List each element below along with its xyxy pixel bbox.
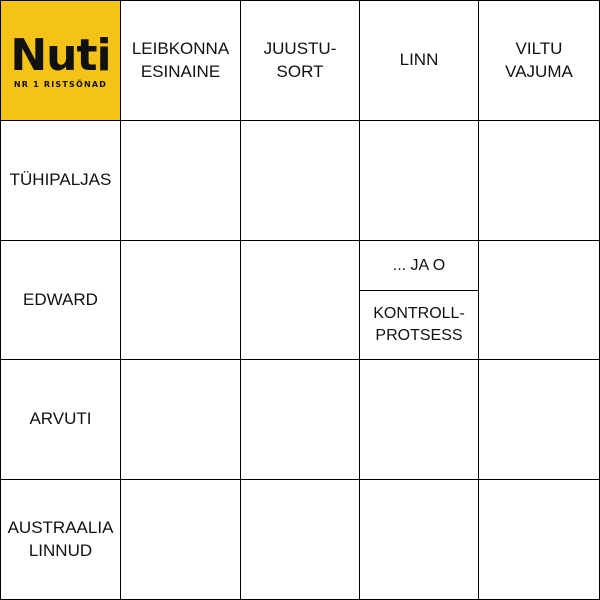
answer-cell[interactable] (478, 479, 600, 600)
answer-cell[interactable] (120, 240, 241, 360)
answer-cell[interactable] (359, 120, 479, 241)
answer-cell[interactable] (240, 359, 360, 480)
clue-top-2: JUUSTU- SORT (240, 0, 360, 121)
answer-cell[interactable] (120, 120, 241, 241)
clue-left-2: EDWARD (0, 240, 121, 360)
answer-cell[interactable] (240, 240, 360, 360)
answer-cell[interactable] (240, 479, 360, 600)
clue-left-4: AUSTRAALIA LINNUD (0, 479, 121, 600)
clue-inner-2: KONTROLL- PROTSESS (359, 290, 479, 360)
clue-inner-1: ... JA O (359, 240, 479, 291)
clue-left-3: ARVUTI (0, 359, 121, 480)
logo-tagline: NR 1 RISTSÕNAD (13, 80, 108, 90)
answer-cell[interactable] (359, 479, 479, 600)
answer-cell[interactable] (478, 359, 600, 480)
answer-cell[interactable] (120, 479, 241, 600)
clue-left-1: TÜHIPALJAS (0, 120, 121, 241)
answer-cell[interactable] (240, 120, 360, 241)
answer-cell[interactable] (359, 359, 479, 480)
nuti-logo (1, 1, 120, 120)
clue-top-3: LINN (359, 0, 479, 121)
answer-cell[interactable] (478, 240, 600, 360)
clue-top-4: VILTU VAJUMA (478, 0, 600, 121)
logo-wordmark: Nuti (10, 30, 111, 82)
logo-cell (0, 0, 121, 121)
answer-cell[interactable] (120, 359, 241, 480)
clue-top-1: LEIBKONNA ESINAINE (120, 0, 241, 121)
answer-cell[interactable] (478, 120, 600, 241)
